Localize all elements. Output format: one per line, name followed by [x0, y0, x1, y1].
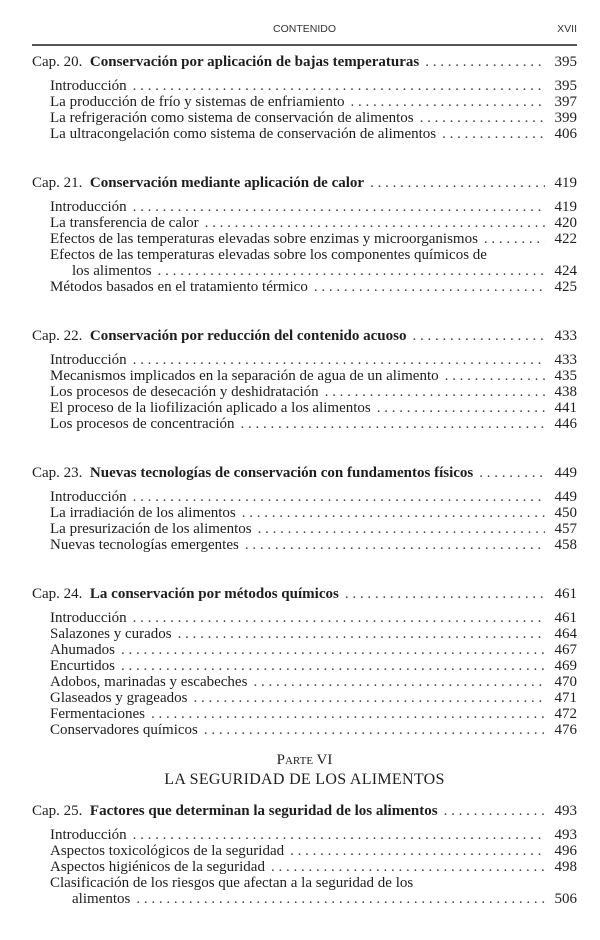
dot-leader [136, 891, 545, 907]
page-number: 493 [554, 803, 577, 819]
toc-entry-title: Aspectos higiénicos de la seguridad [50, 859, 265, 875]
toc-entry-title: La irradiación de los alimentos [50, 505, 236, 521]
toc-entry-title: Introducción [50, 827, 127, 843]
dot-leader [351, 94, 546, 110]
page-number: 433 [554, 352, 577, 368]
dot-leader [479, 465, 545, 481]
chapter-heading [32, 175, 364, 191]
chapter-block [32, 328, 577, 432]
dot-leader [133, 827, 545, 843]
dot-leader [158, 263, 545, 279]
chapter-row[interactable] [32, 54, 577, 70]
dot-leader [258, 521, 545, 537]
dot-leader [290, 843, 545, 859]
table-of-contents [32, 54, 577, 940]
toc-entry[interactable] [32, 384, 577, 400]
toc-entry[interactable] [32, 215, 577, 231]
toc-entry[interactable] [32, 610, 577, 626]
toc-entry[interactable] [32, 126, 577, 142]
dot-leader [133, 199, 545, 215]
dot-leader [444, 803, 545, 819]
dot-leader [425, 54, 545, 70]
chapter-row[interactable] [32, 328, 577, 344]
dot-leader [133, 352, 545, 368]
chapter-number: Cap. 21. [32, 175, 83, 191]
page-number: 425 [554, 279, 577, 295]
toc-entry[interactable] [32, 706, 577, 722]
dot-leader [442, 126, 545, 142]
chapter-row[interactable] [32, 465, 577, 481]
dot-leader [133, 489, 545, 505]
toc-entry-title: La refrigeración como sistema de conservación de alimentos [50, 110, 414, 126]
page-number: 397 [554, 94, 577, 110]
page-number: 420 [554, 215, 577, 231]
toc-entry-title: Introducción [50, 352, 127, 368]
toc-entry-title-cont: los alimentos [72, 263, 152, 279]
dot-leader [193, 690, 545, 706]
dot-leader [253, 674, 545, 690]
toc-entry-title: Conservadores químicos [50, 722, 198, 738]
header-rule [32, 44, 577, 46]
page-number: 464 [554, 626, 577, 642]
page-number: 458 [554, 537, 577, 553]
chapter-heading [32, 328, 406, 344]
part-title: LA SEGURIDAD DE LOS ALIMENTOS [164, 771, 445, 788]
toc-entry[interactable] [32, 658, 577, 674]
page-number: 469 [554, 658, 577, 674]
chapter-number: Cap. 22. [32, 328, 83, 344]
page-number: 395 [554, 54, 577, 70]
toc-entry[interactable] [32, 505, 577, 521]
toc-entry-title: Salazones y curados [50, 626, 172, 642]
page-number: 433 [554, 328, 577, 344]
page-number: 496 [554, 843, 577, 859]
dot-leader [205, 215, 545, 231]
page-number: 506 [554, 891, 577, 907]
toc-entry[interactable] [32, 231, 577, 247]
toc-entry[interactable] [32, 489, 577, 505]
page-number: 450 [554, 505, 577, 521]
chapter-title: Conservación mediante aplicación de calor [89, 175, 365, 191]
toc-entry[interactable] [32, 521, 577, 537]
dot-leader [133, 610, 545, 626]
toc-entry-title: La producción de frío y sistemas de enfriamiento [50, 94, 345, 110]
toc-entry[interactable] [32, 94, 577, 110]
dot-leader [151, 706, 545, 722]
chapter-row[interactable] [32, 586, 577, 602]
dot-leader [245, 537, 545, 553]
dot-leader [445, 368, 545, 384]
toc-entry[interactable] [32, 263, 577, 279]
toc-entry-title: Efectos de las temperaturas elevadas sobre enzimas y microorganismos [50, 231, 478, 247]
page-number: 441 [554, 400, 577, 416]
page-number: 471 [554, 690, 577, 706]
toc-entry[interactable] [32, 891, 577, 907]
toc-entry[interactable] [32, 279, 577, 295]
dot-leader [204, 722, 545, 738]
dot-leader [271, 859, 545, 875]
toc-entry[interactable] [32, 352, 577, 368]
chapter-number: Cap. 24. [32, 586, 83, 602]
running-title: CONTENIDO [273, 23, 336, 35]
chapter-number: Cap. 23. [32, 465, 83, 481]
dot-leader [370, 175, 545, 191]
toc-entry[interactable] [32, 537, 577, 553]
page-number: 467 [554, 642, 577, 658]
page-number: 457 [554, 521, 577, 537]
page-number: 461 [554, 586, 577, 602]
dot-leader [241, 416, 545, 432]
dot-leader [325, 384, 545, 400]
page-number: 422 [554, 231, 577, 247]
page-number: 395 [554, 78, 577, 94]
toc-entry[interactable] [32, 368, 577, 384]
page-number: 493 [554, 827, 577, 843]
chapter-block [32, 803, 577, 907]
dot-leader [377, 400, 545, 416]
toc-entry-title: Mecanismos implicados en la separación de agua de un alimento [50, 368, 439, 384]
chapter-heading [32, 586, 339, 602]
toc-entry-title-cont: alimentos [72, 891, 131, 907]
toc-entry[interactable] [32, 827, 577, 843]
toc-entry-title: Introducción [50, 199, 127, 215]
toc-entry-title: Los procesos de desecación y deshidratación [50, 384, 319, 400]
page-number: 449 [554, 489, 577, 505]
page-number: 399 [554, 110, 577, 126]
toc-entry-title: Efectos de las temperaturas elevadas sobre los componentes químicos de [50, 247, 487, 263]
page-number: 446 [554, 416, 577, 432]
page-number: 461 [554, 610, 577, 626]
chapter-title: Factores que determinan la seguridad de los alimentos [89, 803, 438, 819]
chapter-block [32, 465, 577, 553]
page-number: 419 [554, 175, 577, 191]
toc-entry[interactable] [32, 78, 577, 94]
toc-entry-title: Introducción [50, 78, 127, 94]
dot-leader [121, 658, 545, 674]
dot-leader [242, 505, 545, 521]
dot-leader [314, 279, 545, 295]
toc-entry-title: Introducción [50, 610, 127, 626]
toc-entry[interactable] [32, 400, 577, 416]
page-number: 449 [554, 465, 577, 481]
chapter-title: Conservación por aplicación de bajas temperaturas [89, 54, 420, 70]
toc-entry-title: Los procesos de concentración [50, 416, 235, 432]
chapter-row[interactable] [32, 175, 577, 191]
part-label [32, 752, 577, 768]
toc-entry[interactable] [32, 626, 577, 642]
toc-entry-title: Clasificación de los riesgos que afectan a la seguridad de los [50, 875, 414, 891]
dot-leader [121, 642, 545, 658]
toc-entry[interactable] [32, 722, 577, 738]
chapter-heading [32, 803, 438, 819]
toc-entry[interactable] [32, 110, 577, 126]
toc-entry[interactable] [32, 843, 577, 859]
chapter-title: Nuevas tecnologías de conservación con fundamentos físicos [89, 465, 474, 481]
chapter-heading [32, 465, 473, 481]
dot-leader [484, 231, 545, 247]
toc-entry-title: Encurtidos [50, 658, 115, 674]
page-number: 424 [554, 263, 577, 279]
dot-leader [412, 328, 545, 344]
dot-leader [420, 110, 545, 126]
page-number: 476 [554, 722, 577, 738]
chapter-block [32, 586, 577, 738]
dot-leader [133, 78, 545, 94]
dot-leader [178, 626, 545, 642]
toc-entry-title: Ahumados [50, 642, 115, 658]
chapter-block [32, 175, 577, 295]
chapter-row[interactable] [32, 803, 577, 819]
page-number: 419 [554, 199, 577, 215]
toc-entry[interactable] [32, 674, 577, 690]
page-number: 470 [554, 674, 577, 690]
page-number: 498 [554, 859, 577, 875]
toc-entry-title: Fermentaciones [50, 706, 145, 722]
part-label-text: Parte VI [276, 752, 333, 768]
toc-entry-title: Métodos basados en el tratamiento térmico [50, 279, 308, 295]
running-header [32, 23, 577, 37]
page-folio: XVII [557, 23, 577, 35]
toc-entry-title: La ultracongelación como sistema de conservación de alimentos [50, 126, 437, 142]
chapter-block [32, 54, 577, 142]
toc-entry-title: Glaseados y grageados [50, 690, 188, 706]
chapter-number: Cap. 25. [32, 803, 83, 819]
chapter-number: Cap. 20. [32, 54, 83, 70]
toc-entry-title: La transferencia de calor [50, 215, 199, 231]
toc-entry-title: La presurización de los alimentos [50, 521, 252, 537]
dot-leader [345, 586, 545, 602]
toc-entry-title: El proceso de la liofilización aplicado a los alimentos [50, 400, 371, 416]
page-number: 435 [554, 368, 577, 384]
toc-entry-title: Adobos, marinadas y escabeches [50, 674, 248, 690]
toc-entry[interactable] [32, 416, 577, 432]
toc-entry[interactable] [32, 199, 577, 215]
page-number: 472 [554, 706, 577, 722]
toc-entry-title: Aspectos toxicológicos de la seguridad [50, 843, 285, 859]
toc-entry-title: Nuevas tecnologías emergentes [50, 537, 239, 553]
chapter-title: La conservación por métodos químicos [89, 586, 339, 602]
chapter-title: Conservación por reducción del contenido acuoso [89, 328, 407, 344]
toc-entry[interactable] [32, 859, 577, 875]
toc-entry-title: Introducción [50, 489, 127, 505]
page-number: 438 [554, 384, 577, 400]
page-number: 406 [554, 126, 577, 142]
toc-entry[interactable] [32, 642, 577, 658]
toc-entry[interactable] [32, 690, 577, 706]
chapter-heading [32, 54, 419, 70]
